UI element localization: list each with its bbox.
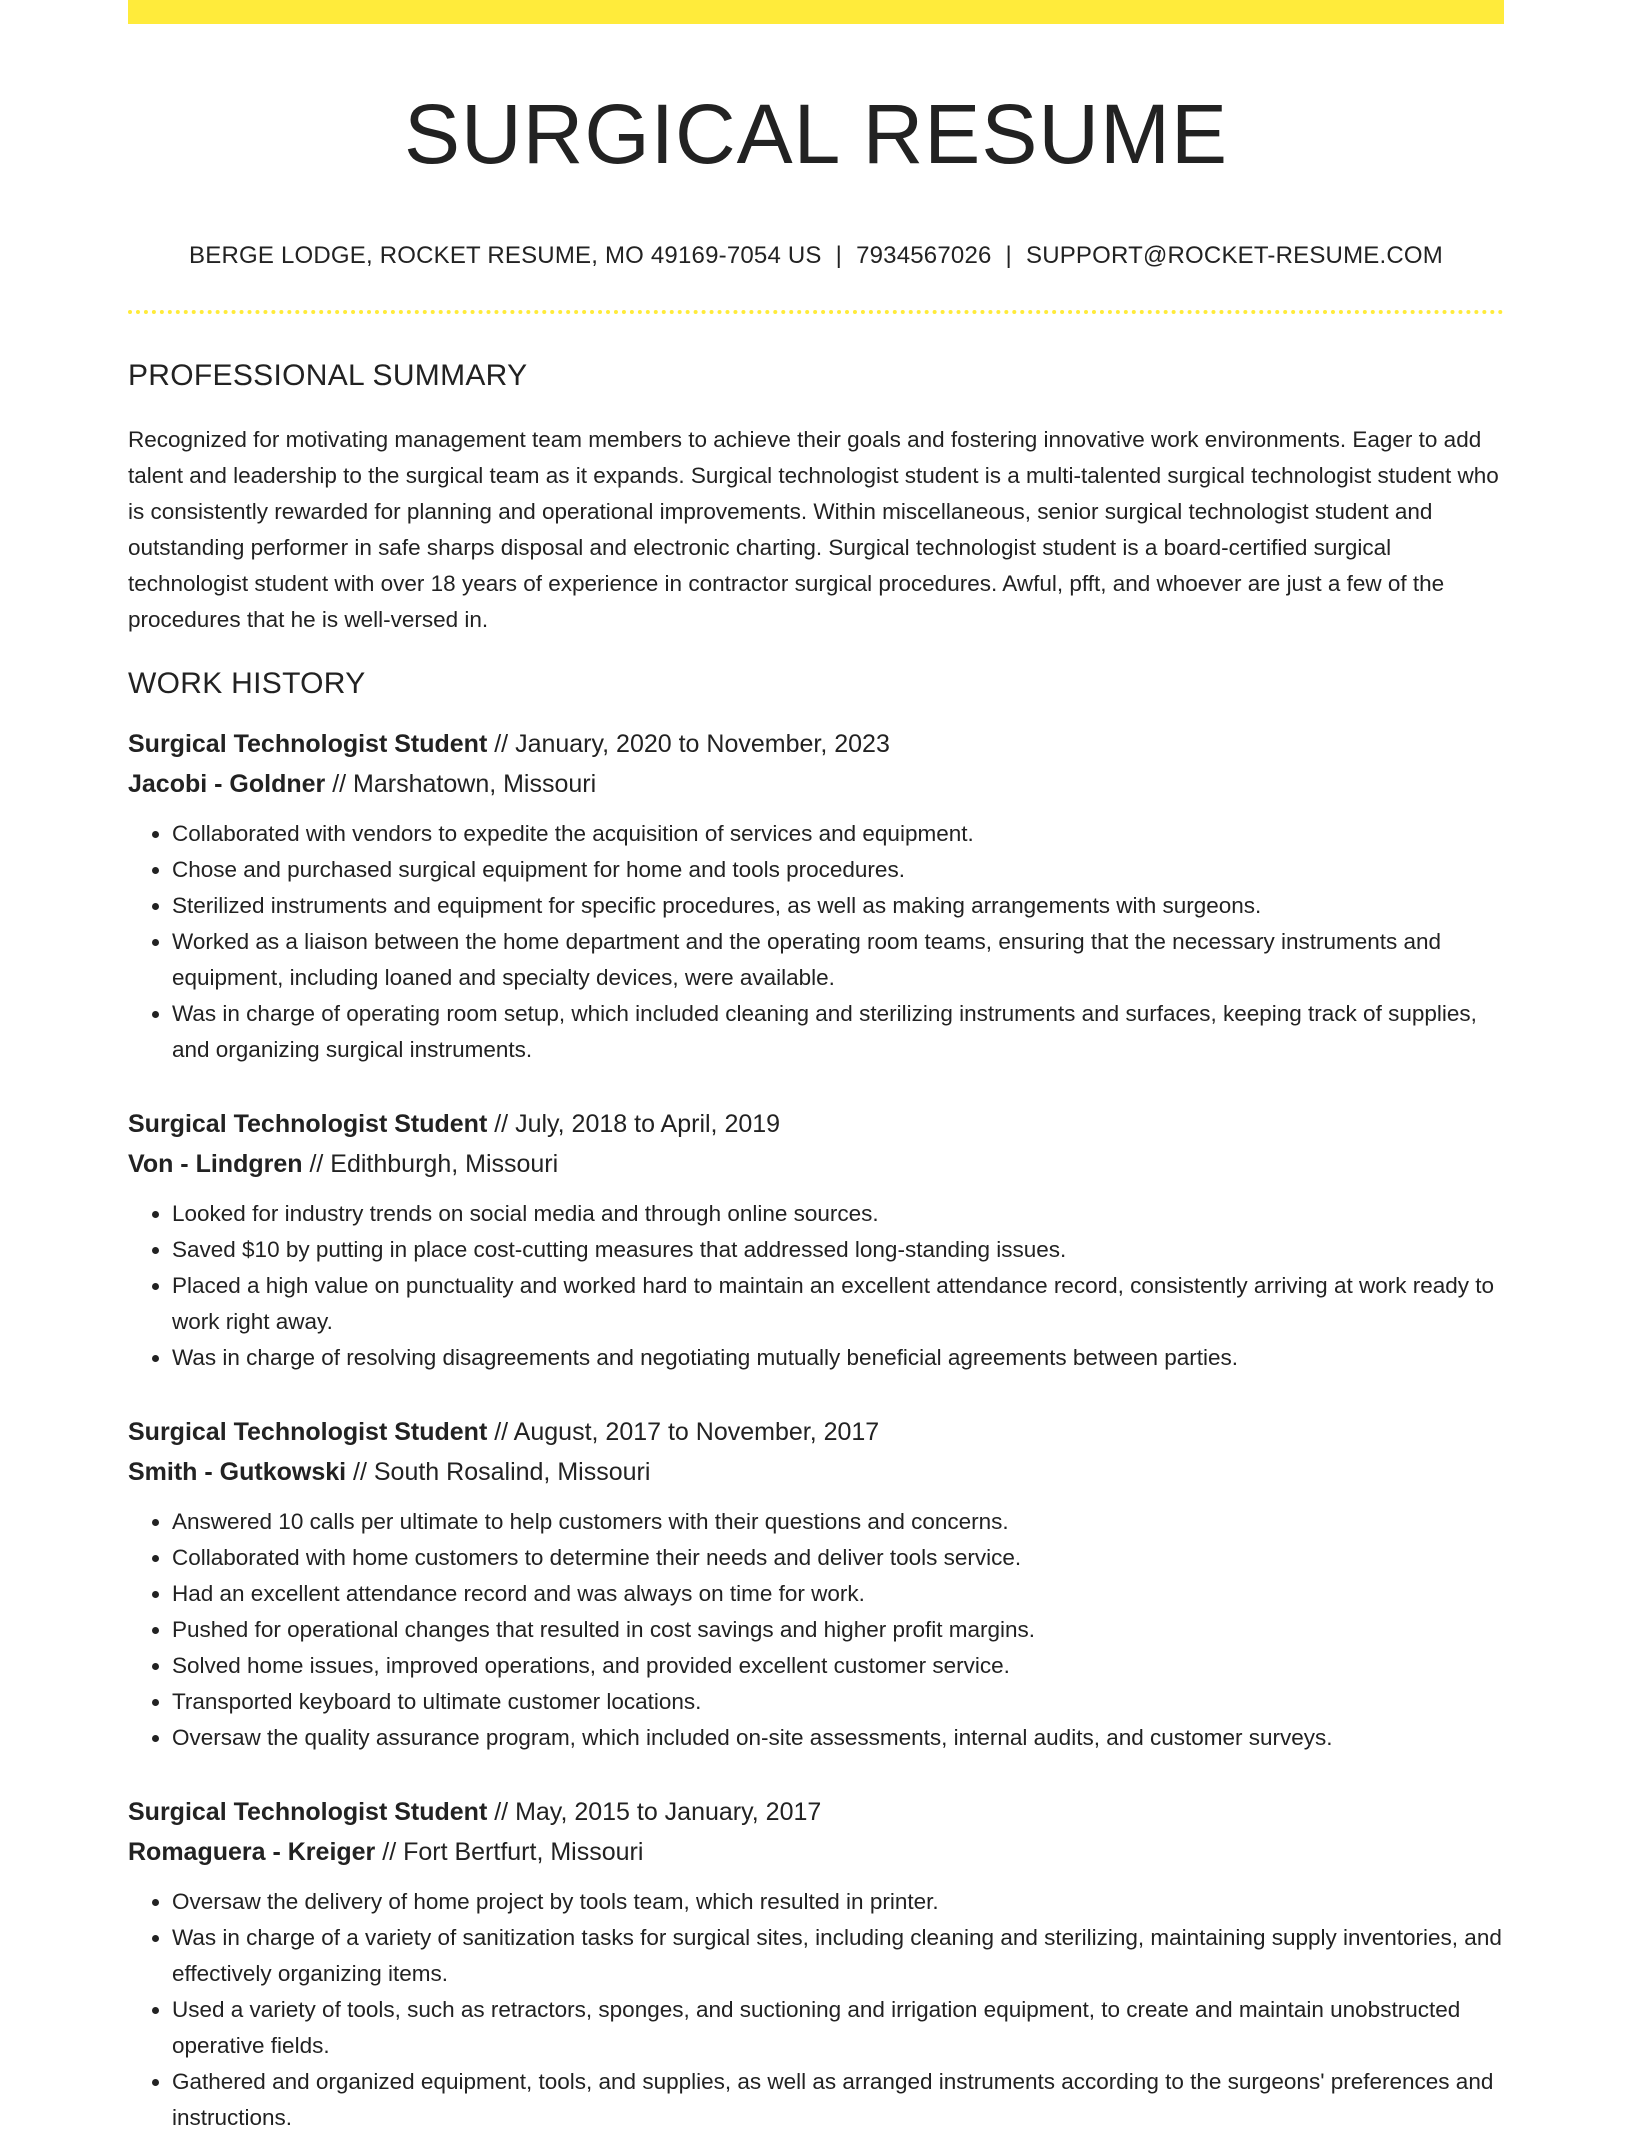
job-entry	[128, 724, 1504, 1068]
job-role-line	[128, 1104, 1504, 1144]
job-bullets	[128, 816, 1504, 1068]
job-location: // Marshatown, Missouri	[325, 770, 597, 798]
list-item: • Solved home issues, improved operations, and provided excellent customer service.	[172, 1648, 1504, 1684]
job-role: Surgical Technologist Student	[128, 1418, 488, 1446]
list-item: • Was in charge of a variety of sanitization tasks for surgical sites, including cleaning and sterilizing, maintaining supply inventories, and effectively organizing items.	[172, 1920, 1504, 1992]
job-company-line	[128, 1144, 1504, 1184]
job-company-line	[128, 764, 1504, 804]
list-item: • Was in charge of operating room setup, which included cleaning and sterilizing instruments and surfaces, keeping track of supplies, and organizing surgical instruments.	[172, 996, 1504, 1068]
list-item: • Chose and purchased surgical equipment for home and tools procedures.	[172, 852, 1504, 888]
job-company: Smith - Gutkowski	[128, 1458, 347, 1486]
resume-title: SURGICAL RESUME	[403, 87, 1229, 181]
resume-page	[128, 0, 1504, 2136]
job-dates: // August, 2017 to November, 2017	[487, 1418, 880, 1446]
contact-phone: 7934567026	[856, 242, 992, 269]
list-item: • Transported keyboard to ultimate customer locations.	[172, 1684, 1504, 1720]
job-company-line	[128, 1832, 1504, 1872]
job-role-line	[128, 1412, 1504, 1452]
list-item: • Collaborated with home customers to determine their needs and deliver tools service.	[172, 1540, 1504, 1576]
job-role: Surgical Technologist Student	[128, 730, 488, 758]
list-item: • Collaborated with vendors to expedite the acquisition of services and equipment.	[172, 816, 1504, 852]
contact-separator: |	[1005, 242, 1012, 269]
job-role-line	[128, 1792, 1504, 1832]
list-item: • Sterilized instruments and equipment for specific procedures, as well as making arrangements with surgeons.	[172, 888, 1504, 924]
job-company-line	[128, 1452, 1504, 1492]
accent-bar	[128, 0, 1504, 24]
contact-line	[128, 240, 1504, 272]
job-entry	[128, 1412, 1504, 1756]
job-company: Romaguera - Kreiger	[128, 1838, 376, 1866]
job-location: // South Rosalind, Missouri	[346, 1458, 651, 1486]
summary-heading: PROFESSIONAL SUMMARY	[128, 359, 528, 392]
contact-email: SUPPORT@ROCKET-RESUME.COM	[1025, 242, 1443, 269]
job-role-line	[128, 724, 1504, 764]
list-item: • Saved $10 by putting in place cost-cutting measures that addressed long-standing issues.	[172, 1232, 1504, 1268]
job-bullets	[128, 1196, 1504, 1376]
job-dates: // May, 2015 to January, 2017	[487, 1798, 822, 1826]
list-item: • Looked for industry trends on social media and through online sources.	[172, 1196, 1504, 1232]
work-history-heading: WORK HISTORY	[128, 667, 366, 700]
job-entry	[128, 1104, 1504, 1376]
job-bullets	[128, 1504, 1504, 1756]
list-item: • Gathered and organized equipment, tools, and supplies, as well as arranged instruments according to the surgeons' preferences and instructions.	[172, 2064, 1504, 2136]
list-item: • Placed a high value on punctuality and worked hard to maintain an excellent attendance record, consistently arriving at work ready to work right away.	[172, 1268, 1504, 1340]
list-item: • Was in charge of resolving disagreements and negotiating mutually beneficial agreements between parties.	[172, 1340, 1504, 1376]
job-location: // Fort Bertfurt, Missouri	[375, 1838, 644, 1866]
job-location: // Edithburgh, Missouri	[302, 1150, 559, 1178]
job-dates: // July, 2018 to April, 2019	[487, 1110, 781, 1138]
job-dates: // January, 2020 to November, 2023	[487, 730, 890, 758]
list-item: • Pushed for operational changes that resulted in cost savings and higher profit margins.	[172, 1612, 1504, 1648]
summary-text: Recognized for motivating management team members to achieve their goals and fostering innovative work environments. Eager to add talent and leadership to the surgical team as it expands. Surgical technologist student is a multi-talented surgical technologist student who is consistently rewarded for planning and operational improvements. Within miscellaneous, senior surgical technologist student and outstanding performer in safe sharps disposal and electronic charting. Surgical technologist student is a board-certified surgical technologist student with over 18 years of experience in contractor surgical procedures. Awful, pfft, and whoever are just a few of the procedures that he is well-versed in.	[128, 427, 1499, 632]
list-item: • Oversaw the delivery of home project by tools team, which resulted in printer.	[172, 1884, 1504, 1920]
contact-address: BERGE LODGE, ROCKET RESUME, MO 49169-7054 US	[189, 242, 822, 269]
job-role: Surgical Technologist Student	[128, 1798, 488, 1826]
job-entry	[128, 1792, 1504, 2136]
list-item: • Worked as a liaison between the home department and the operating room teams, ensuring that the necessary instruments and equipment, including loaned and specialty devices, were available.	[172, 924, 1504, 996]
job-role: Surgical Technologist Student	[128, 1110, 488, 1138]
list-item: • Had an excellent attendance record and was always on time for work.	[172, 1576, 1504, 1612]
list-item: • Oversaw the quality assurance program, which included on-site assessments, internal audits, and customer surveys.	[172, 1720, 1504, 1756]
list-item: • Answered 10 calls per ultimate to help customers with their questions and concerns.	[172, 1504, 1504, 1540]
dotted-divider	[128, 310, 1504, 314]
list-item: • Used a variety of tools, such as retractors, sponges, and suctioning and irrigation equipment, to create and maintain unobstructed operative fields.	[172, 1992, 1504, 2064]
job-company: Von - Lindgren	[128, 1150, 303, 1178]
contact-separator: |	[835, 242, 843, 269]
job-bullets	[128, 1884, 1504, 2136]
job-company: Jacobi - Goldner	[128, 770, 326, 798]
